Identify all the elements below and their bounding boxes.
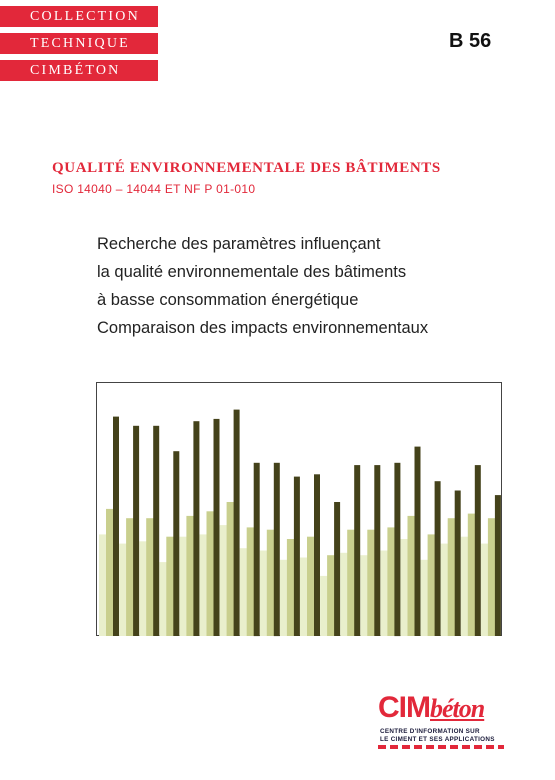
chart-svg xyxy=(97,383,503,637)
chart-bar-s1-4 xyxy=(159,562,167,636)
chart-bar-s3-6 xyxy=(214,419,220,636)
chart-bar-s2-12 xyxy=(327,555,335,636)
logo-tagline-2: LE CIMENT ET SES APPLICATIONS xyxy=(380,736,495,743)
chart-bar-s3-3 xyxy=(153,426,159,636)
chart-bar-s1-5 xyxy=(179,537,187,636)
logo-tagline-1: CENTRE D'INFORMATION SUR xyxy=(380,728,480,735)
series-subtitle: ISO 14040 – 14044 ET NF P 01-010 xyxy=(52,182,256,196)
chart-bar-s2-4 xyxy=(166,537,174,636)
chart-bar-s3-7 xyxy=(234,410,240,636)
title-line-4: Comparaison des impacts environnementaux xyxy=(97,319,429,337)
document-title xyxy=(97,230,537,342)
logo-wordmark xyxy=(378,691,484,725)
chart-bar-s1-6 xyxy=(200,534,208,636)
chart-bar-s2-8 xyxy=(247,527,255,636)
chart-bar-s3-13 xyxy=(354,465,360,636)
chart-bar-s3-17 xyxy=(435,481,441,636)
chart-bar-s2-5 xyxy=(186,516,194,636)
chart-bar-s2-18 xyxy=(448,518,456,636)
chart-bar-s1-19 xyxy=(461,537,469,636)
chart-bar-s1-17 xyxy=(421,560,429,636)
chart-bar-s2-11 xyxy=(307,537,315,636)
chart-bar-s1-12 xyxy=(320,576,328,636)
chart-bar-s2-2 xyxy=(126,518,134,636)
chart-bar-s2-10 xyxy=(287,539,295,636)
chart-bar-s2-17 xyxy=(428,534,436,636)
chart-bar-s3-15 xyxy=(394,463,400,636)
series-title: QUALITÉ ENVIRONNEMENTALE DES BÂTIMENTS xyxy=(52,160,441,176)
chart-bar-s2-1 xyxy=(106,509,114,636)
chart-bar-s1-3 xyxy=(139,541,147,636)
technique-band-text: TECHNIQUE xyxy=(30,36,130,51)
chart-bar-s1-15 xyxy=(380,551,388,637)
chart-bar-s2-20 xyxy=(488,518,496,636)
chart-bar-s2-7 xyxy=(227,502,235,636)
chart-bar-s3-12 xyxy=(334,502,340,636)
chart-bar-s1-8 xyxy=(240,548,248,636)
chart-bar-s1-1 xyxy=(99,534,107,636)
collection-band xyxy=(0,6,158,27)
chart-bar-s3-11 xyxy=(314,474,320,636)
chart-bar-s3-4 xyxy=(173,451,179,636)
chart-bar-s1-20 xyxy=(481,544,489,636)
chart-bar-s2-6 xyxy=(207,511,215,636)
chart-bar-s3-9 xyxy=(274,463,280,636)
chart-bar-s3-19 xyxy=(475,465,481,636)
chart-bar-s2-15 xyxy=(387,527,395,636)
chart-bar-s2-13 xyxy=(347,530,355,636)
chart-bar-s2-19 xyxy=(468,514,476,636)
chart-bar-s1-16 xyxy=(401,539,409,636)
cover-bar-chart xyxy=(96,382,502,636)
logo-stripe xyxy=(378,745,504,749)
chart-bar-s1-9 xyxy=(260,551,268,637)
chart-bar-s1-14 xyxy=(360,555,368,636)
chart-bar-s3-18 xyxy=(455,491,461,637)
title-line-3: à basse consommation énergétique xyxy=(97,291,359,309)
collection-band-text: COLLECTION xyxy=(30,9,140,24)
title-line-2: la qualité environnementale des bâtiments xyxy=(97,263,407,281)
cimbeton-band-text: CIMBÉTON xyxy=(30,63,121,78)
chart-bar-s3-14 xyxy=(374,465,380,636)
chart-bar-s2-3 xyxy=(146,518,154,636)
chart-bar-s3-20 xyxy=(495,495,501,636)
chart-bar-s3-8 xyxy=(254,463,260,636)
chart-bar-s3-2 xyxy=(133,426,139,636)
chart-bar-s1-11 xyxy=(300,558,308,637)
chart-bar-s1-18 xyxy=(441,544,449,636)
chart-bar-s1-13 xyxy=(340,553,348,636)
chart-bar-s3-1 xyxy=(113,417,119,636)
chart-bar-s2-16 xyxy=(408,516,416,636)
document-code: B 56 xyxy=(449,30,492,52)
chart-bar-s3-10 xyxy=(294,477,300,636)
cimbeton-logo xyxy=(378,691,508,751)
chart-bar-s3-16 xyxy=(415,447,421,636)
chart-bar-s1-2 xyxy=(119,544,127,636)
chart-bar-s1-7 xyxy=(220,525,228,636)
title-line-1: Recherche des paramètres influençant xyxy=(97,235,381,253)
logo-beton: béton xyxy=(430,694,485,723)
technique-band xyxy=(0,33,158,54)
chart-bar-s2-14 xyxy=(367,530,375,636)
cimbeton-band xyxy=(0,60,158,81)
chart-bar-s2-9 xyxy=(267,530,275,636)
chart-bar-s3-5 xyxy=(193,421,199,636)
logo-cim: CIM xyxy=(378,691,430,724)
chart-bar-s1-10 xyxy=(280,560,288,636)
